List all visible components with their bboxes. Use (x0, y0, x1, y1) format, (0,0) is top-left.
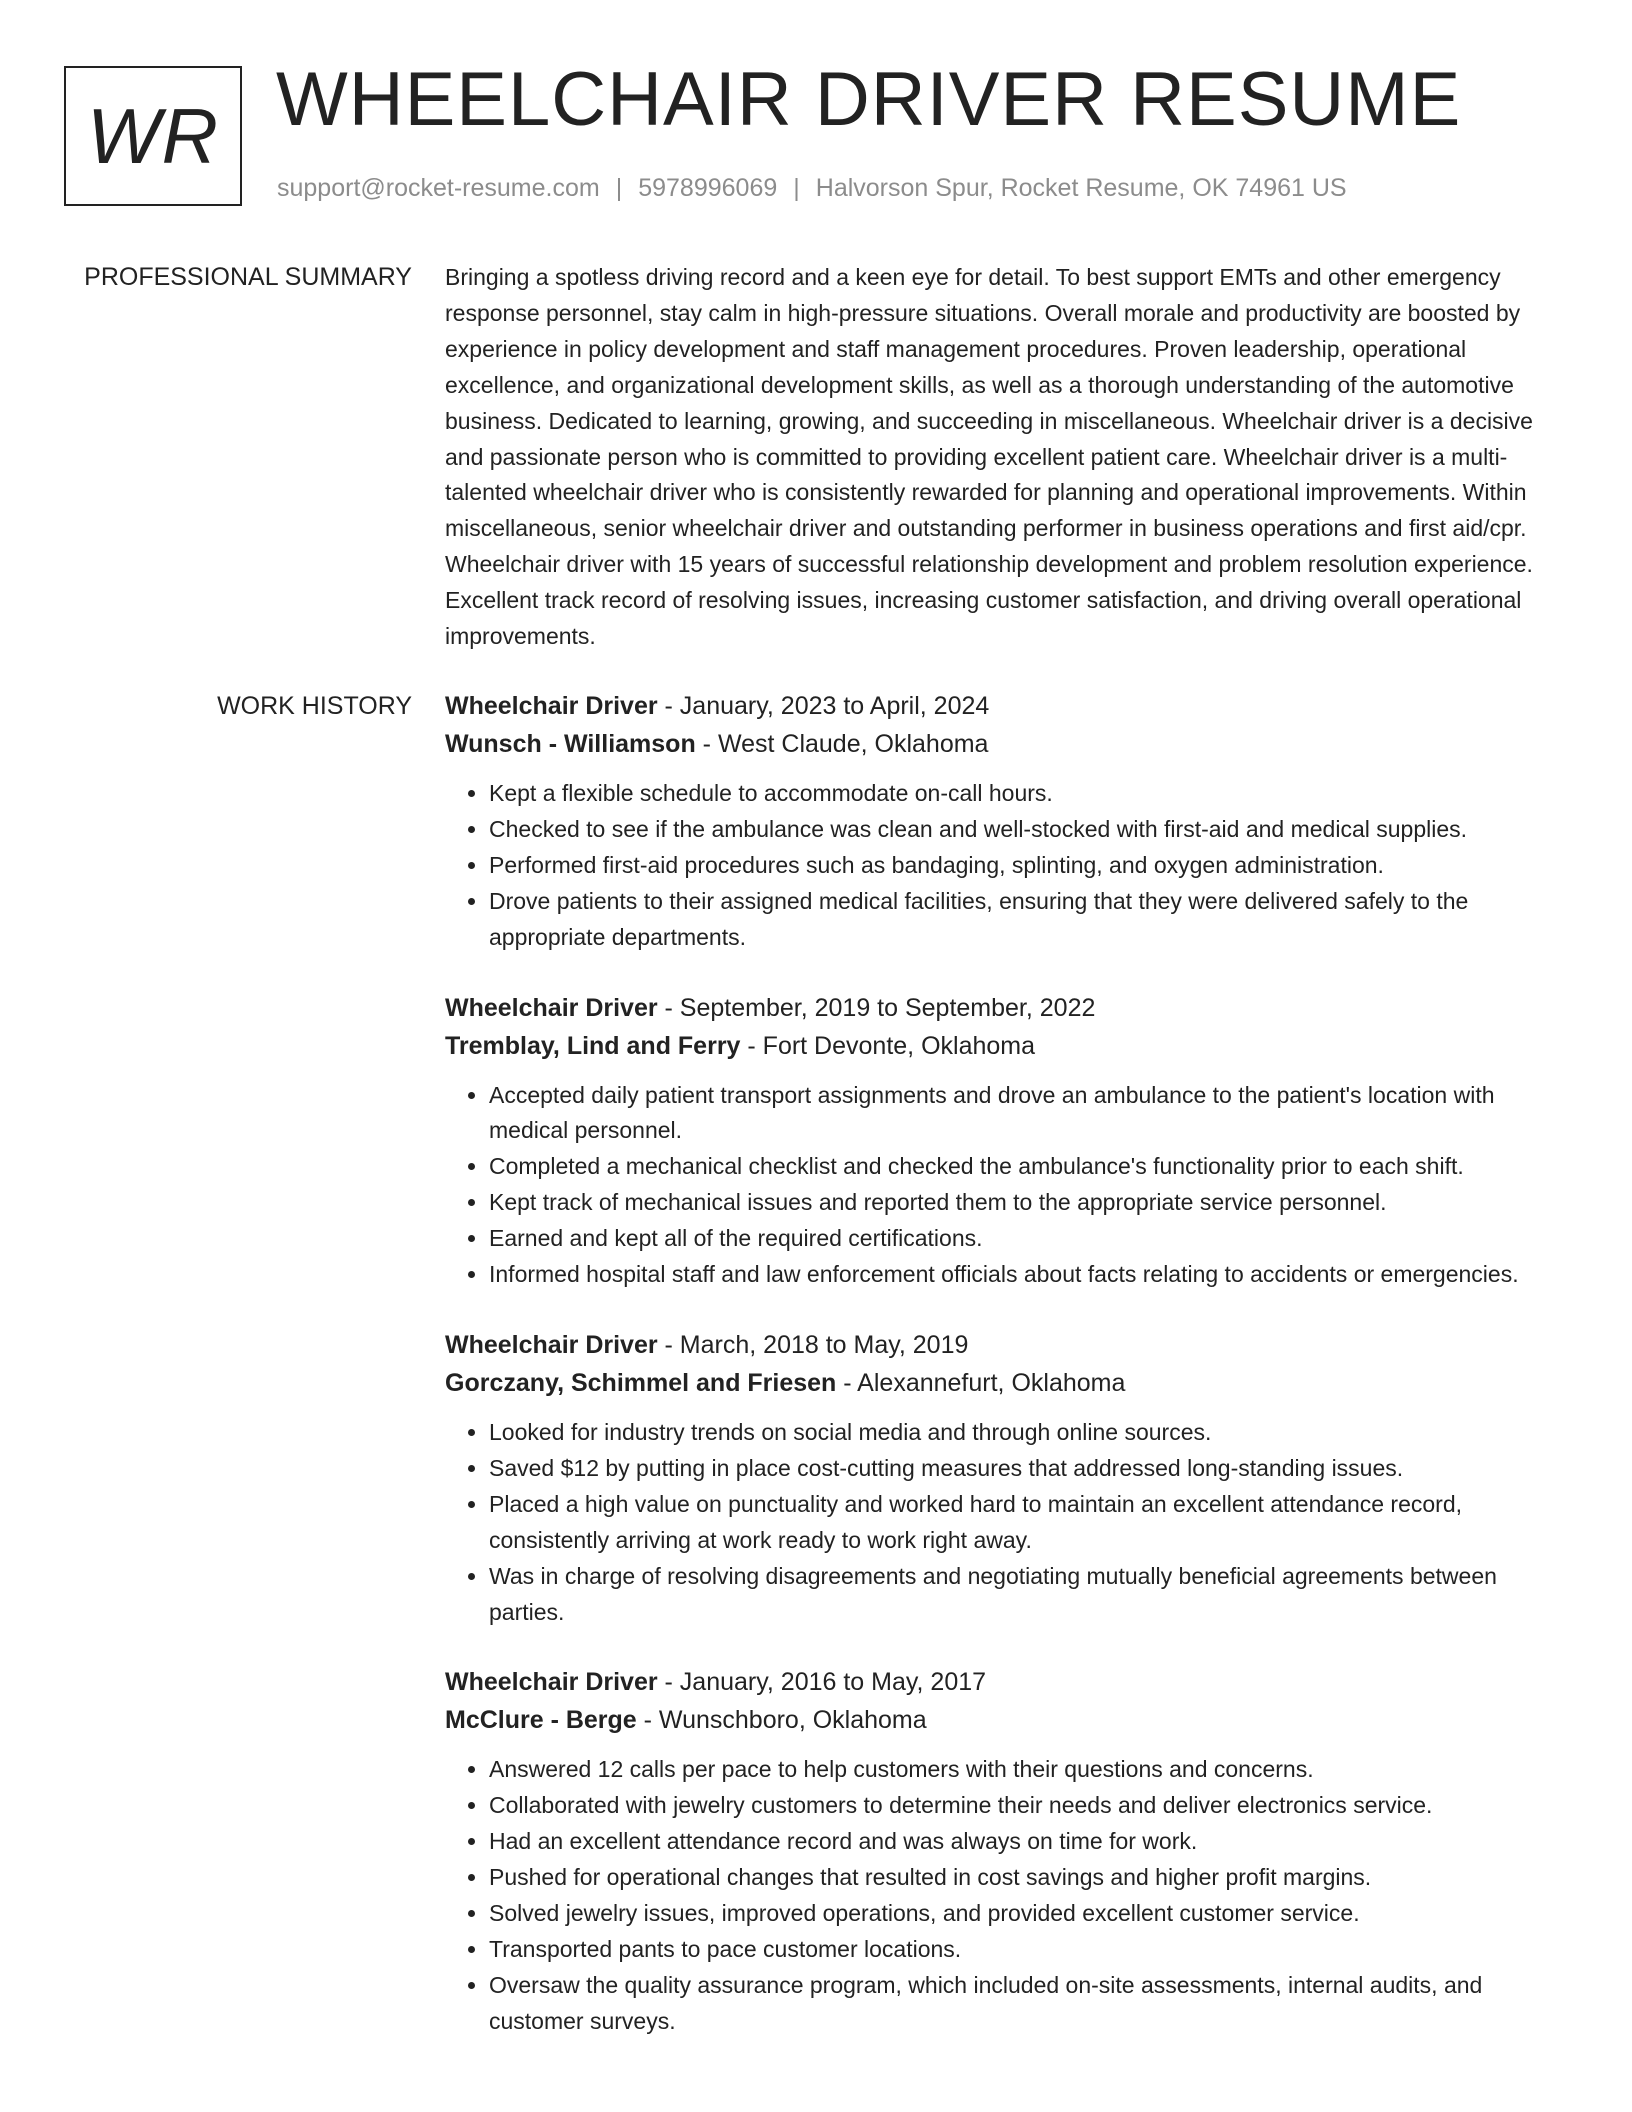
job-title-line (445, 1664, 1565, 1700)
job-bullet: • Pushed for operational changes that resulted in cost savings and higher profit margins. (489, 1860, 1565, 1896)
job-company-line (445, 726, 1565, 762)
job-dates: - March, 2018 to May, 2019 (657, 1330, 969, 1359)
resume-title: WHEELCHAIR DRIVER RESUME (276, 57, 1462, 142)
job-location: - Fort Devonte, Oklahoma (740, 1031, 1036, 1060)
job-bullets (445, 1078, 1565, 1293)
job-company: Wunsch - Williamson (445, 730, 696, 758)
summary-paragraph: Bringing a spotless driving record and a keen eye for detail. To best support EMTs and other emergency response personnel, stay calm in high-pressure situations. Overall morale and productivity are boosted by experience in policy development and staff management procedures. Proven leadership, operational excellence, and organizational development skills, as well as a thorough understanding of the automotive business. Dedicated to learning, growing, and succeeding in miscellaneous. Wheelchair driver is a decisive and passionate person who is committed to providing excellent patient care. Wheelchair driver is a multi-talented wheelchair driver who is consistently rewarded for planning and operational improvements. Within miscellaneous, senior wheelchair driver and outstanding performer in business operations and first aid/cpr. Wheelchair driver with 15 years of successful relationship development and problem resolution experience. Excellent track record of resolving issues, increasing customer satisfaction, and driving overall operational improvements. (445, 264, 1533, 650)
job-title: Wheelchair Driver (445, 1668, 658, 1697)
job-list (445, 688, 1565, 2074)
job-bullets (445, 776, 1565, 956)
job-company-line (445, 1702, 1565, 1738)
job-bullets (445, 1415, 1565, 1630)
contact-phone[interactable]: 5978996069 (638, 174, 778, 202)
job-bullets (445, 1752, 1565, 2039)
job-bullet: • Had an excellent attendance record and was always on time for work. (489, 1824, 1565, 1860)
job-bullet: • Oversaw the quality assurance program, which included on-site assessments, internal audits, and customer surveys. (489, 1968, 1565, 2040)
job-bullet: • Checked to see if the ambulance was clean and well-stocked with first-aid and medical supplies. (489, 812, 1565, 848)
job-location: - Wunschboro, Oklahoma (636, 1706, 927, 1735)
contact-address: Halvorson Spur, Rocket Resume, OK 74961 US (815, 174, 1347, 202)
job-dates: - September, 2019 to September, 2022 (657, 993, 1096, 1022)
monogram-initials: WR (87, 91, 219, 180)
job-company: Gorczany, Schimmel and Friesen (445, 1368, 837, 1397)
job-bullet: • Was in charge of resolving disagreements and negotiating mutually beneficial agreements between parties. (489, 1559, 1565, 1631)
job-entry (445, 1327, 1565, 1630)
job-bullet: • Completed a mechanical checklist and checked the ambulance's functionality prior to each shift. (489, 1149, 1565, 1185)
job-company-line (445, 1028, 1565, 1064)
job-dates: - January, 2016 to May, 2017 (657, 1668, 987, 1697)
section-label-summary: PROFESSIONAL SUMMARY (84, 263, 412, 291)
job-bullet: • Informed hospital staff and law enforcement officials about facts relating to accidents or emergencies. (489, 1257, 1565, 1293)
job-bullet: • Solved jewelry issues, improved operations, and provided excellent customer service. (489, 1896, 1565, 1932)
job-company: McClure - Berge (445, 1706, 637, 1735)
job-bullet: • Collaborated with jewelry customers to determine their needs and deliver electronics service. (489, 1788, 1565, 1824)
job-bullet: • Earned and kept all of the required certifications. (489, 1221, 1565, 1257)
job-entry (445, 990, 1565, 1293)
contact-email[interactable]: support@rocket-resume.com (277, 174, 600, 202)
job-bullet: • Looked for industry trends on social media and through online sources. (489, 1415, 1565, 1451)
section-label-work-history: WORK HISTORY (217, 692, 412, 720)
job-bullet: • Kept track of mechanical issues and reported them to the appropriate service personnel. (489, 1185, 1565, 1221)
job-bullet: • Transported pants to pace customer locations. (489, 1932, 1565, 1968)
job-entry (445, 688, 1565, 956)
contact-separator: | (793, 174, 800, 202)
job-location: - Alexannefurt, Oklahoma (836, 1368, 1126, 1397)
job-bullet: • Answered 12 calls per pace to help customers with their questions and concerns. (489, 1752, 1565, 1788)
job-bullet: • Kept a flexible schedule to accommodate on-call hours. (489, 776, 1565, 812)
job-title: Wheelchair Driver (445, 993, 658, 1022)
contact-separator: | (615, 174, 623, 202)
monogram-box (64, 66, 242, 206)
job-bullet: • Performed first-aid procedures such as bandaging, splinting, and oxygen administration. (489, 848, 1565, 884)
contact-line (277, 174, 1347, 203)
job-title: Wheelchair Driver (445, 692, 658, 720)
job-title: Wheelchair Driver (445, 1330, 658, 1359)
job-title-line (445, 688, 1565, 724)
job-bullet: • Saved $12 by putting in place cost-cutting measures that addressed long-standing issues. (489, 1451, 1565, 1487)
job-company: Tremblay, Lind and Ferry (445, 1031, 741, 1060)
job-entry (445, 1664, 1565, 2039)
job-bullet: • Accepted daily patient transport assignments and drove an ambulance to the patient's location with medical personnel. (489, 1078, 1565, 1150)
job-title-line (445, 990, 1565, 1026)
job-bullet: • Drove patients to their assigned medical facilities, ensuring that they were delivered safely to the appropriate departments. (489, 884, 1565, 956)
job-dates: - January, 2023 to April, 2024 (657, 692, 990, 720)
job-company-line (445, 1365, 1565, 1401)
job-location: - West Claude, Oklahoma (695, 730, 989, 758)
job-bullet: • Placed a high value on punctuality and worked hard to maintain an excellent attendance record, consistently arriving at work ready to work right away. (489, 1487, 1565, 1559)
job-title-line (445, 1327, 1565, 1363)
